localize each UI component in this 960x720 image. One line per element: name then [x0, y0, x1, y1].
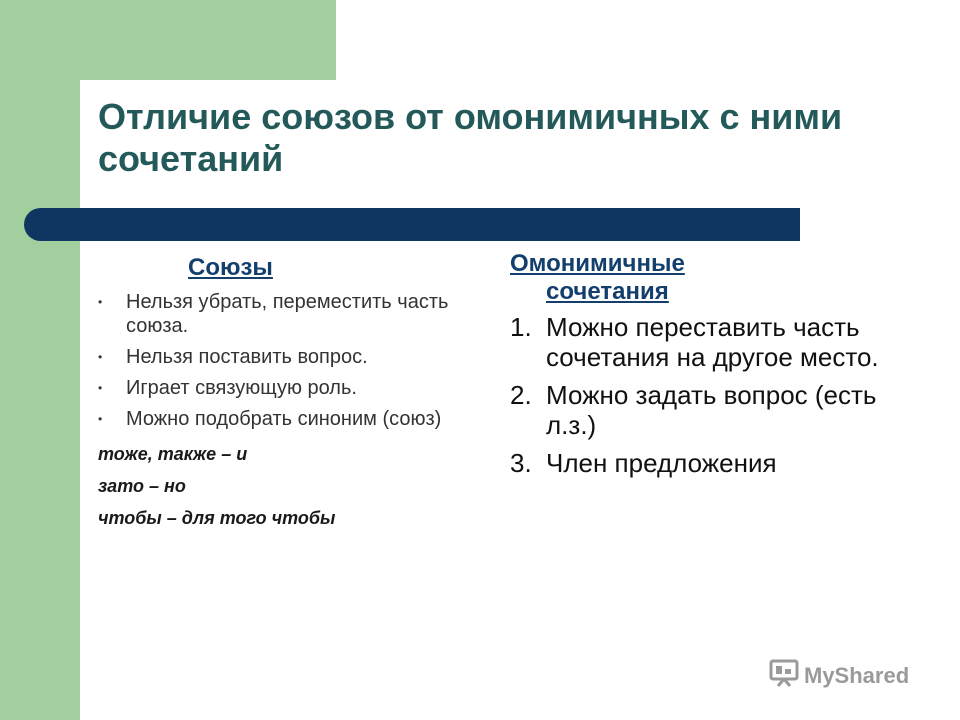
list-item-text: Можно переставить часть сочетания на другое место.	[546, 312, 879, 372]
watermark-text: MyShared	[804, 663, 910, 688]
slide-title: Отличие союзов от омонимичных с ними сочетаний	[98, 96, 843, 179]
example-line: тоже, также – и	[98, 444, 248, 464]
list-item	[98, 376, 478, 400]
list-item	[510, 312, 880, 372]
bullet-icon: •	[98, 412, 103, 426]
list-item	[98, 407, 478, 431]
right-heading-line2-wrap	[510, 278, 669, 305]
left-heading: Союзы	[188, 254, 273, 281]
list-item-text: Играет связующую роль.	[126, 377, 357, 399]
example-line: чтобы – для того чтобы	[98, 508, 336, 528]
bullet-icon: •	[98, 350, 103, 364]
green-top-block-decoration	[80, 0, 336, 80]
list-item-text: Нельзя поставить вопрос.	[126, 346, 368, 368]
list-item	[98, 290, 478, 338]
examples-block	[98, 438, 478, 534]
bullet-icon: •	[98, 295, 103, 309]
bullet-icon: •	[98, 381, 103, 395]
item-number: 2.	[510, 380, 532, 410]
presentation-board-icon	[768, 658, 800, 694]
item-number: 1.	[510, 312, 532, 342]
right-heading-line2: сочетания	[546, 278, 669, 305]
list-item-text: Член предложения	[546, 448, 777, 478]
green-sidebar-decoration	[0, 0, 80, 720]
left-column	[98, 254, 478, 534]
right-column	[510, 250, 880, 486]
list-item	[510, 380, 880, 440]
myshared-watermark	[768, 658, 909, 694]
list-item	[510, 448, 880, 478]
list-item-text: Можно задать вопрос (есть л.з.)	[546, 380, 877, 440]
right-heading	[510, 250, 880, 306]
item-number: 3.	[510, 448, 532, 478]
list-item	[98, 345, 478, 369]
example-line: зато – но	[98, 476, 186, 496]
navy-band-decoration	[66, 208, 800, 241]
right-heading-line1: Омонимичные	[510, 250, 685, 277]
list-item-text: Нельзя убрать, переместить часть союза.	[126, 291, 449, 337]
right-numbered-list	[510, 312, 880, 478]
list-item-text: Можно подобрать синоним (союз)	[126, 408, 442, 430]
left-bullet-list	[98, 290, 478, 431]
